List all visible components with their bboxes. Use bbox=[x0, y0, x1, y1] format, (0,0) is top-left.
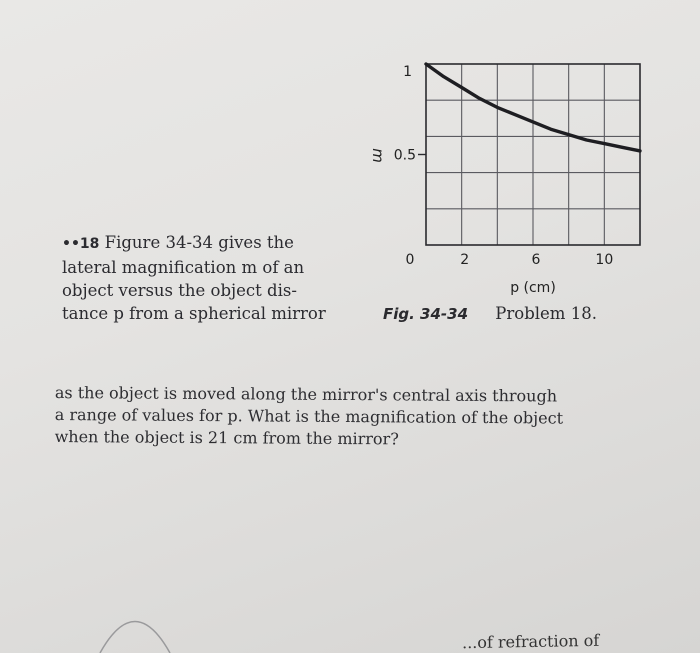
figure-caption bbox=[383, 304, 597, 323]
problem-number: ••18 bbox=[62, 236, 100, 252]
x-axis-label: p (cm) bbox=[510, 280, 556, 296]
problem-line-3: object versus the object dis- bbox=[62, 281, 297, 300]
problem-continuation bbox=[55, 382, 564, 452]
continuation-line-3: when the object is 21 cm from the mirror? bbox=[54, 426, 399, 449]
x-tick-label-10: 10 bbox=[595, 252, 614, 268]
figure-label: Fig. 34-34 bbox=[383, 305, 469, 323]
continuation-line-2: a range of values for p. What is the magnification of the object bbox=[54, 404, 564, 428]
next-problem-fragment: ...of refraction of bbox=[461, 630, 600, 653]
problem-line-1: ••18 Figure 34-34 gives the bbox=[62, 233, 294, 252]
y-axis-label: m bbox=[369, 148, 387, 163]
y-tick-label-0.5: 0.5 bbox=[393, 147, 416, 164]
figure-problem-ref: Problem 18. bbox=[495, 304, 597, 323]
continuation-line-1: as the object is moved along the mirror's central axis through bbox=[54, 382, 558, 406]
x-tick-label-0: 0 bbox=[405, 252, 415, 268]
y-tick-label-1: 1 bbox=[403, 64, 412, 80]
problem-statement bbox=[62, 231, 362, 325]
background-arc bbox=[100, 622, 170, 653]
x-tick-label-2: 2 bbox=[460, 252, 470, 268]
problem-line-4: tance p from a spherical mirror bbox=[62, 304, 326, 323]
problem-line-2: lateral magnification m of an bbox=[62, 258, 305, 277]
x-tick-label-6: 6 bbox=[531, 252, 541, 268]
